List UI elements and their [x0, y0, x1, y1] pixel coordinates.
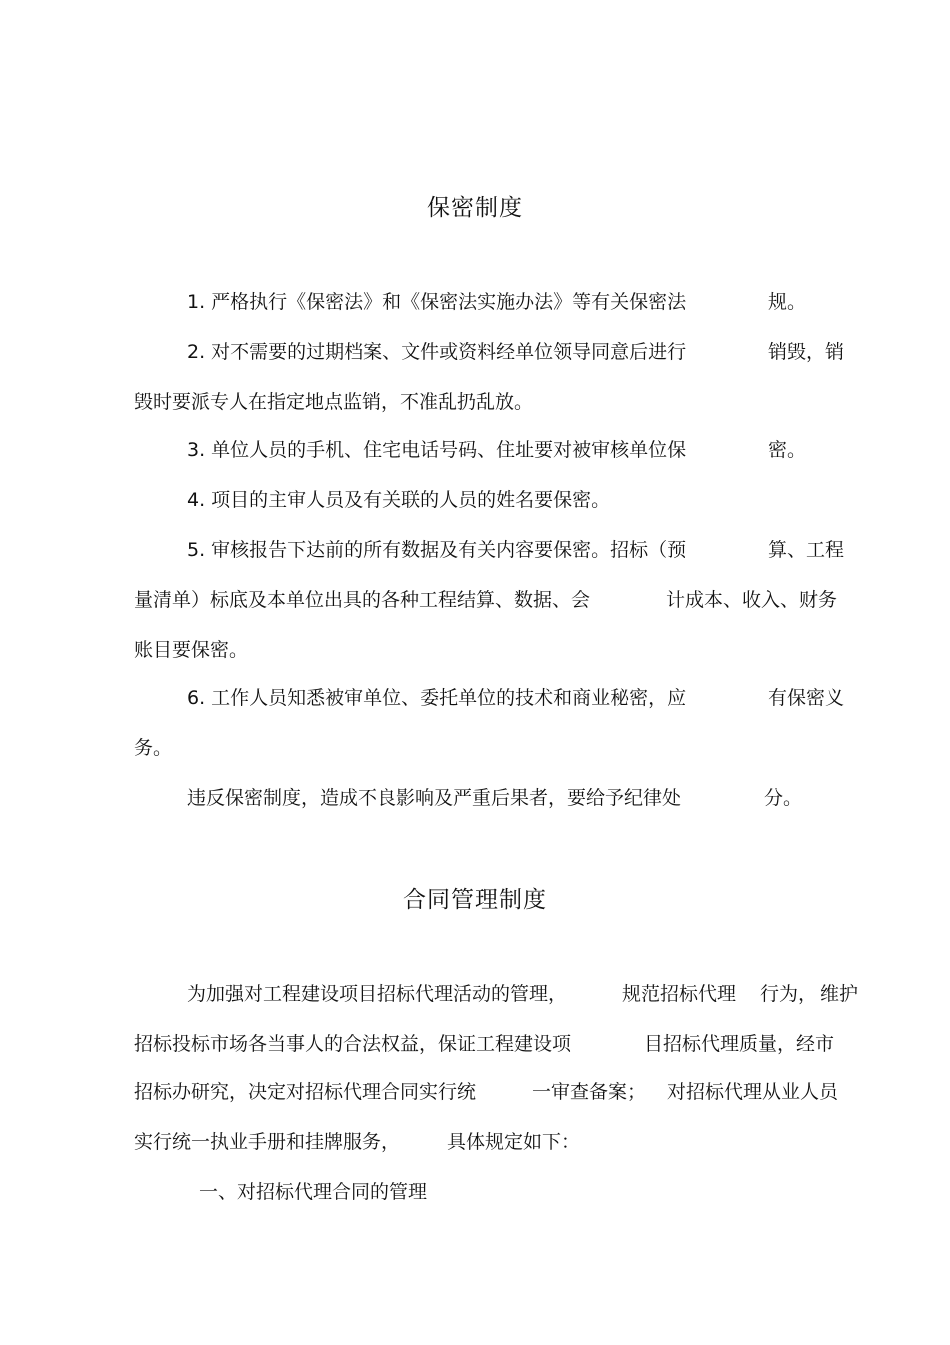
- paragraph-2-text: 2. 对不需要的过期档案、文件或资料经单位领导同意后进行: [187, 341, 687, 363]
- paragraph-6-text: 6. 工作人员知悉被审单位、委托单位的技术和商业秘密，应: [187, 687, 687, 709]
- paragraph-2-continuation: 毁时要派专人在指定地点监销，不准乱扔乱放。: [134, 391, 534, 413]
- contract-paragraph-line-3a: 招标办研究，决定对招标代理合同实行统: [134, 1081, 477, 1103]
- contract-paragraph-line-2b: 目招标代理质量，经市: [644, 1033, 835, 1055]
- contract-paragraph-line-1c: 行为，: [760, 983, 818, 1005]
- section-title-contract-management: 合同管理制度: [403, 887, 547, 913]
- paragraph-1-text: 1. 严格执行《保密法》和《保密法实施办法》等有关保密法: [187, 291, 687, 313]
- contract-paragraph-line-1d: 维护: [820, 983, 859, 1005]
- contract-paragraph-line-1b: 规范招标代理: [622, 983, 737, 1005]
- contract-paragraph-line-3c: 对招标代理从业人员: [667, 1081, 839, 1103]
- paragraph-7-tail: 分。: [764, 787, 803, 809]
- section-title-confidentiality: 保密制度: [427, 195, 523, 221]
- paragraph-5-line-2-tail: 计成本、收入、财务: [666, 589, 838, 611]
- paragraph-3-text: 3. 单位人员的手机、住宅电话号码、住址要对被审核单位保: [187, 439, 687, 461]
- paragraph-7-text: 违反保密制度，造成不良影响及严重后果者，要给予纪律处: [187, 787, 682, 809]
- paragraph-4-text: 4. 项目的主审人员及有关联的人员的姓名要保密。: [187, 489, 611, 511]
- paragraph-1-tail: 规。: [768, 291, 807, 313]
- contract-paragraph-line-4b: 具体规定如下：: [447, 1131, 581, 1153]
- contract-paragraph-line-1a: 为加强对工程建设项目招标代理活动的管理，: [187, 983, 568, 1005]
- contract-paragraph-line-3b: 一审查备案；: [532, 1081, 647, 1103]
- paragraph-5-line-3: 账目要保密。: [134, 639, 249, 661]
- paragraph-3-tail: 密。: [768, 439, 807, 461]
- contract-paragraph-line-2a: 招标投标市场各当事人的合法权益，保证工程建设项: [134, 1033, 572, 1055]
- paragraph-6-tail: 有保密义: [768, 687, 845, 709]
- contract-paragraph-line-4a: 实行统一执业手册和挂牌服务，: [134, 1131, 401, 1153]
- paragraph-5-tail: 算、工程: [768, 539, 845, 561]
- paragraph-5-text: 5. 审核报告下达前的所有数据及有关内容要保密。招标（预: [187, 539, 687, 561]
- contract-subsection-heading: 一、对招标代理合同的管理: [199, 1181, 428, 1203]
- paragraph-2-tail: 销毁，销: [768, 341, 845, 363]
- paragraph-6-continuation: 务。: [134, 737, 173, 759]
- paragraph-5-line-2: 量清单）标底及本单位出具的各种工程结算、数据、会: [134, 589, 591, 611]
